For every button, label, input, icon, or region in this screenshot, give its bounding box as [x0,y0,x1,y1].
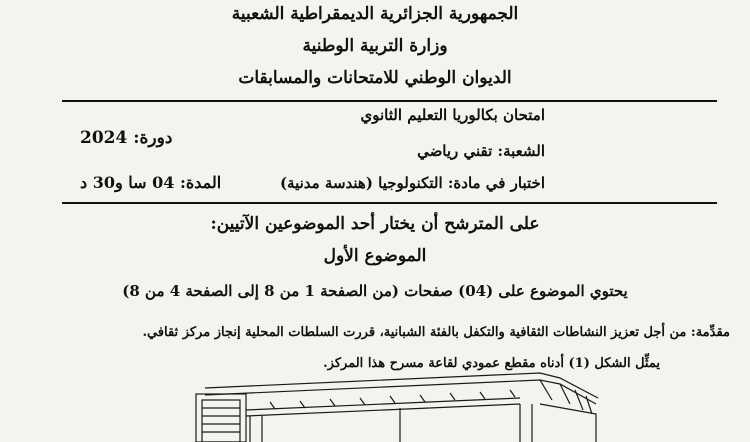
topic-title: الموضوع الأول [323,246,427,266]
exam-duration: المدة: 04 سا و30 د [80,173,222,192]
intro-line-2: يمثِّل الشكل (1) أدناه مقطع عمودي لقاعة مسرح هذا المركز. [323,356,660,371]
exam-session: دورة: 2024 [80,128,173,148]
intro-line-1: مقدِّمة: من أجل تعزيز النشاطات الثقافية والتكفل بالفئة الشبانية، قررت السلطات المحلية إنجاز مركز ثقافي. [142,325,730,340]
header-office: الديوان الوطني للامتحانات والمسابقات [238,68,512,88]
header-republic: الجمهورية الجزائرية الديمقراطية الشعبية [231,4,519,24]
pages-note: يحتوي الموضوع على (04) صفحات (من الصفحة 1 من 8 إلى الصفحة 4 من 8) [122,282,628,300]
instruction-choose: على المترشح أن يختار أحد الموضوعين الآتيين: [210,214,540,234]
exam-subject: اختبار في مادة: التكنولوجيا (هندسة مدنية) [279,174,545,192]
header-ministry: وزارة التربية الوطنية [302,36,448,56]
exam-title: امتحان بكالوريا التعليم الثانوي [360,106,545,124]
exam-branch: الشعبة: تقني رياضي [417,142,545,160]
